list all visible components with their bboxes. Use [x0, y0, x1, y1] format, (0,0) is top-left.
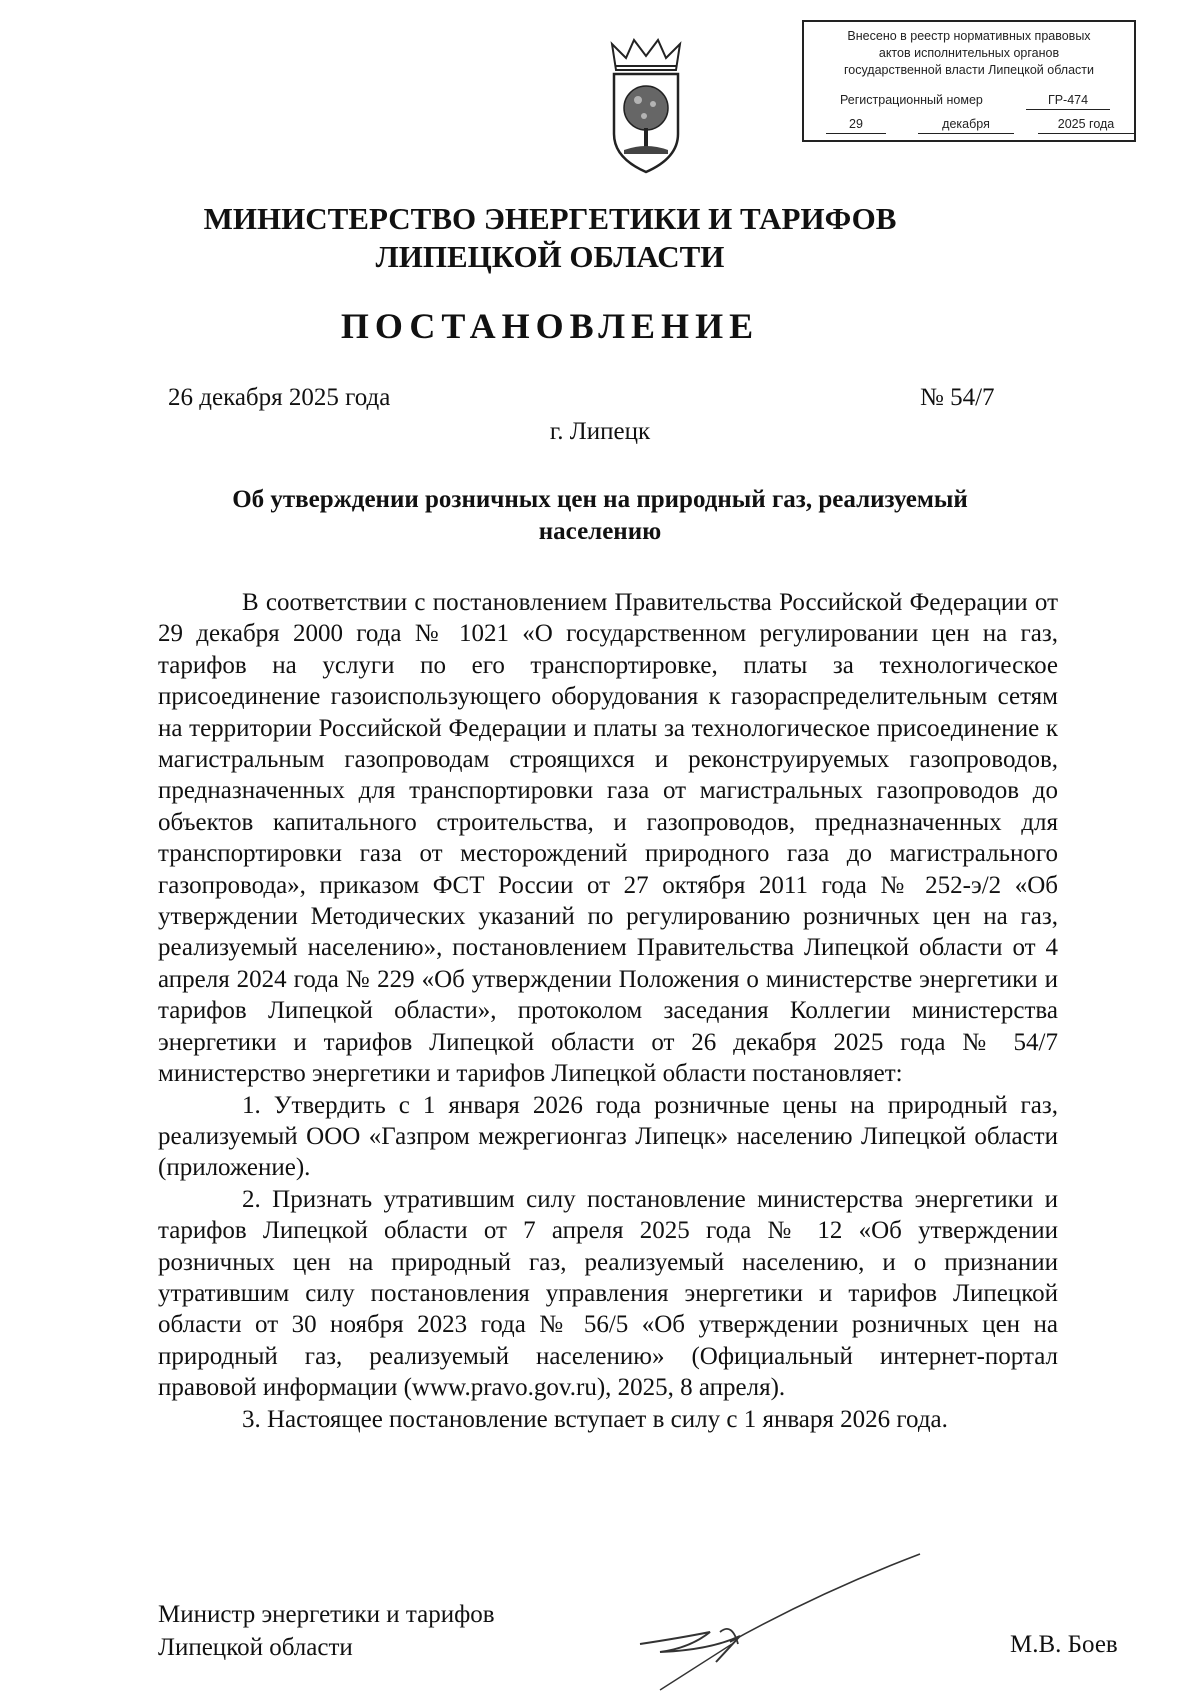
- ministry-title-line-2: ЛИПЕЦКОЙ ОБЛАСТИ: [375, 239, 725, 274]
- subject-line-2: населению: [538, 518, 662, 545]
- document-date: 26 декабря 2025 года: [168, 384, 391, 411]
- coat-of-arms-icon: [600, 38, 692, 178]
- document-city: г. Липецк: [549, 418, 651, 445]
- ministry-title: [200, 200, 900, 276]
- ministry-title-line-1: МИНИСТЕРСТВО ЭНЕРГЕТИКИ И ТАРИФОВ: [203, 201, 897, 236]
- signatory-name: М.В. Боев: [1010, 1631, 1118, 1658]
- stamp-date-row: [814, 116, 1124, 134]
- signatory-role-line-1: Министр энергетики и тарифов: [158, 1601, 495, 1628]
- registry-stamp: [802, 20, 1136, 142]
- document-body: [158, 587, 1058, 1435]
- body-item-2: 2. Признать утратившим силу постановление министерства энергетики и тарифов Липецкой области от 7 апреля 2025 года № 12 «Об утверждении розничных цен на природный газ, реализуемый населению, и о признании утратившим силу постановления управления энергетики и тарифов Липецкой области от 30 ноября 2023 года № 56/5 «Об утверждении розничных цен на природный газ, реализуемый населению» (Официальный интернет-портал правовой информации (www.pravo.gov.ru), 2025, 8 апреля).: [158, 1185, 1058, 1402]
- stamp-year: 2025 года: [1038, 116, 1134, 134]
- stamp-line-1: Внесено в реестр нормативных правовых: [847, 29, 1091, 43]
- stamp-line-2: актов исполнительных органов: [878, 46, 1060, 60]
- stamp-month: декабря: [918, 116, 1014, 134]
- stamp-line-3: государственной власти Липецкой области: [843, 63, 1095, 77]
- stamp-registration-label: Регистрационный номер: [840, 93, 983, 107]
- body-item-3: 3. Настоящее постановление вступает в силу с 1 января 2026 года.: [242, 1405, 948, 1433]
- signatory-role: [158, 1598, 495, 1664]
- handwritten-signature-icon: [620, 1552, 940, 1692]
- stamp-registration-row: [822, 92, 1120, 110]
- signatory-role-line-2: Липецкой области: [158, 1634, 353, 1661]
- body-item-1: 1. Утвердить с 1 января 2026 года розничные цены на природный газ, реализуемый ООО «Газпром межрегионгаз Липецк» населению Липецкой области (приложение).: [158, 1091, 1058, 1182]
- body-preamble: В соответствии с постановлением Правительства Российской Федерации от 29 декабря 2000 года № 1021 «О государственном регулировании цен на газ, тарифов на услуги по его транспортировке, платы за технологическое присоединение газоиспользующего оборудования к газораспределительным сетям на территории Российской Федерации и платы за технологическое присоединение к магистральным газопроводам строящихся и реконструируемых газопроводов, предназначенных для транспортировки газа от магистральных газопроводов до объектов капитального строительства, и газопроводов, предназначенных для транспортировки газа от месторождений природного газа до магистрального газопровода», приказом ФСТ России от 27 октября 2011 года № 252-э/2 «Об утверждении Методических указаний по регулированию розничных цен на газ, реализуемый населению», постановлением Правительства Липецкой области от 4 апреля 2024 года № 229 «Об утверждении Положения о министерстве энергетики и тарифов Липецкой области», протоколом заседания Коллегии министерства энергетики и тарифов Липецкой области от 26 декабря 2025 года № 54/7 министерство энергетики и тарифов Липецкой области постановляет:: [158, 589, 1058, 1088]
- subject-line-1: Об утверждении розничных цен на природный газ, реализуемый: [232, 486, 968, 513]
- stamp-day: 29: [826, 116, 886, 134]
- document-number: № 54/7: [920, 384, 995, 411]
- document-type: ПОСТАНОВЛЕНИЕ: [340, 306, 760, 346]
- stamp-registration-number: ГР-474: [1026, 92, 1110, 110]
- document-subject: [220, 484, 980, 548]
